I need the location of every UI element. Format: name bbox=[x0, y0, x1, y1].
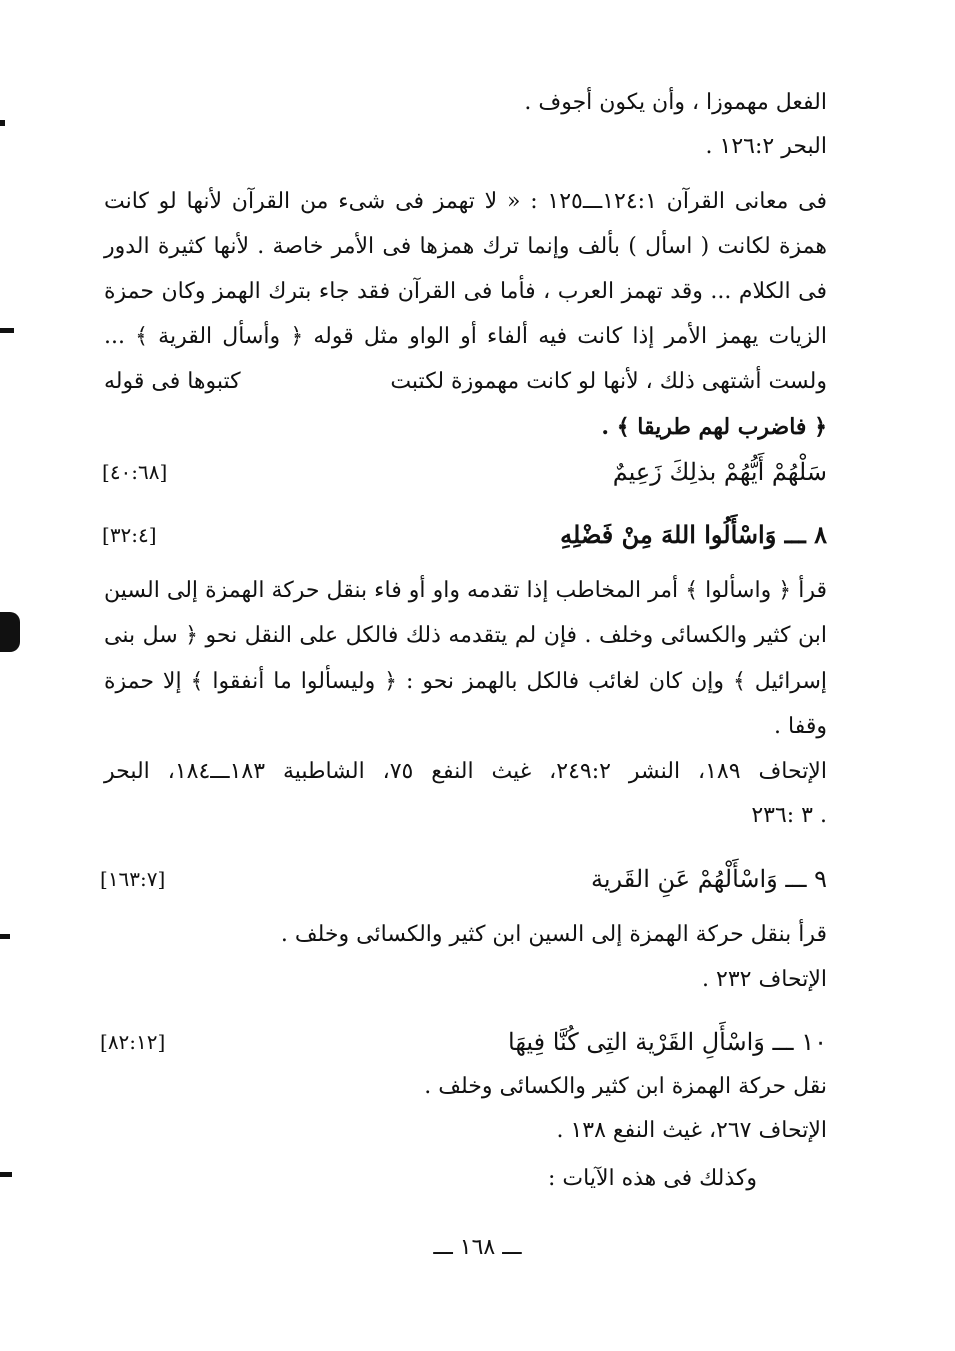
text-line: إسرائيل ﴾ وإن كان لغائب فالكل بالهمز نحو : ﴿ وليسألوا ما أنفقوا ﴾ إلا حمزة bbox=[104, 669, 827, 694]
text-line: الزيات يهمز الأمر إذا كانت فيه ألفاء أو الواو مثل قوله ﴿ وأسأل القرية ﴾ ... bbox=[104, 324, 827, 349]
text-line: فى الكلام ... وقد تهمز العرب ، فأما فى القرآن فقد جاء بترك الهمز وكان حمزة bbox=[104, 279, 827, 304]
verse-reference: [٤٠:٦٨] bbox=[102, 460, 168, 484]
text-line: الفعل مهموزا ، وأن يكون أجوف . bbox=[524, 90, 827, 115]
margin-mark bbox=[0, 328, 14, 333]
verse-reference: [٣٢:٤] bbox=[102, 523, 157, 547]
text-line: الإتحاف ٢٣٢ . bbox=[702, 967, 827, 992]
text-line: كتبوها فى قوله bbox=[104, 369, 241, 394]
text-line: همزة لكانت ( اسأل ) بألف وإنما ترك همزها فى الأمر خاصة . لأنها كثيرة الدور bbox=[104, 234, 827, 259]
text-line: وكذلك فى هذه الآيات : bbox=[548, 1166, 757, 1191]
margin-mark bbox=[0, 1172, 12, 1177]
text-line: البحر ١٢٦:٢ . bbox=[705, 134, 827, 159]
page-number: ـــ ١٦٨ ـــ bbox=[433, 1235, 522, 1260]
text-line: وقفا . bbox=[774, 714, 827, 739]
text-line: فى معانى القرآن ١٢٤:١ـــ١٢٥ : « لا تهمز فى شىء من القرآن لأنها لو كانت bbox=[104, 189, 827, 214]
text-line: ٣ :٢٣٦ . bbox=[751, 803, 827, 828]
text-line: قرأ ﴿ واسألوا ﴾ أمر المخاطب إذا تقدمه واو أو فاء بنقل حركة الهمزة إلى السين bbox=[104, 578, 827, 603]
text-line: نقل حركة الهمزة ابن كثير والكسائى وخلف . bbox=[424, 1074, 827, 1099]
text-line: الإتحاف ١٨٩، النشر ٢٤٩:٢، غيث النفع ٧٥، الشاطبية ١٨٣ـــ١٨٤، البحر bbox=[104, 759, 827, 784]
verse-reference: [٨٢:١٢] bbox=[100, 1030, 166, 1054]
verse-reference: [١٦٣:٧] bbox=[100, 867, 166, 891]
margin-mark bbox=[0, 934, 10, 939]
margin-mark bbox=[0, 120, 5, 126]
verse-heading: ١٠ ـــ وَاسْأَلِ القَرْية التِى كُنَّا فِيهَا bbox=[508, 1028, 827, 1056]
verse-heading: ٨ ـــ وَاسْأَلُوا اللهَ مِنْ فَضْلِهِ bbox=[560, 520, 827, 549]
text-line: ابن كثير والكسائى وخلف . فإن لم يتقدمه ذلك فالكل على النقل نحو ﴿ سل بنى bbox=[104, 623, 827, 648]
verse-line: سَلْهُمْ أَيُّهُمْ بذلِكَ زَعِيمٌ bbox=[612, 458, 827, 486]
text-line: قرأ بنقل حركة الهمزة إلى السين ابن كثير والكسائى وخلف . bbox=[280, 922, 827, 947]
text-line: ولست أشتهى ذلك ، لأنها لو كانت مهموزة لكتبت bbox=[390, 369, 827, 394]
text-line: الإتحاف ٢٦٧، غيث النفع ١٣٨ . bbox=[556, 1118, 827, 1143]
margin-mark bbox=[0, 612, 20, 652]
text-line: ﴿ فاضرب لهم طريقا ﴾ . bbox=[601, 414, 827, 440]
verse-heading: ٩ ـــ وَاسْأَلْهُمْ عَنِ القَرية bbox=[590, 865, 827, 893]
